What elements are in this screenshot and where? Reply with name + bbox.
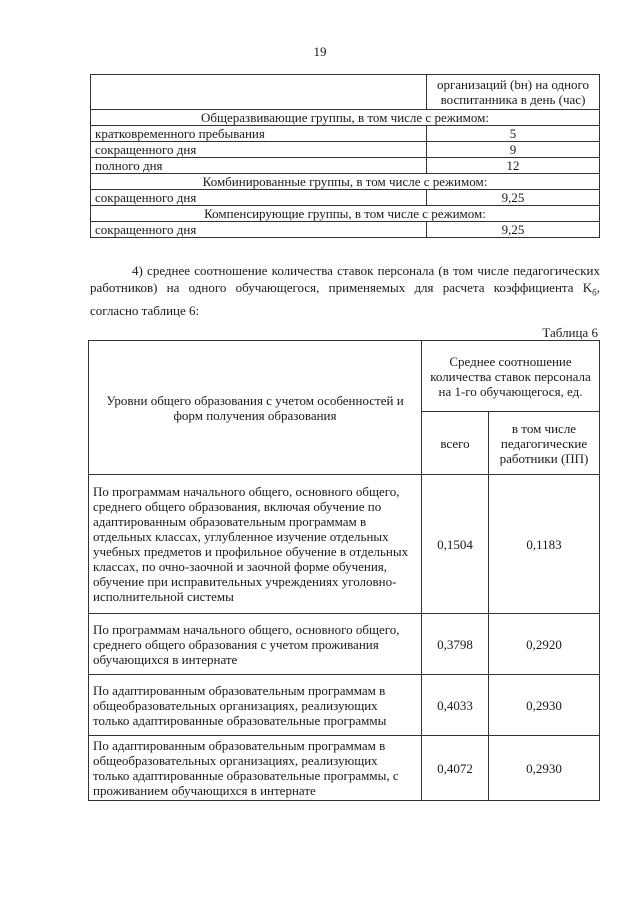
row-level: По адаптированным образовательным программам в общеобразовательных организациях, реализующих только адаптированные образовательные программы, с проживанием обучающихся в интернате (89, 736, 422, 801)
row-value: 9,25 (427, 222, 600, 238)
section-title: Общеразвивающие группы, в том числе с режимом: (91, 110, 600, 126)
section-row (91, 174, 600, 190)
row-value: 9,25 (427, 190, 600, 206)
table-header-row (89, 341, 600, 412)
row-level: По программам начального общего, основного общего, среднего общего образования с учетом проживания обучающихся в интернате (89, 614, 422, 675)
paragraph-text: 4) среднее соотношение количества ставок персонала (в том числе педагогических работников) на одного обучающегося, применяемых для расчета коэффициента K (90, 263, 600, 295)
section-row (91, 206, 600, 222)
row-total: 0,4072 (422, 736, 489, 801)
table-row (89, 475, 600, 614)
norms-table (90, 74, 600, 238)
table-row (91, 158, 600, 174)
table-row (91, 142, 600, 158)
row-pp: 0,2930 (489, 675, 600, 736)
row-level: По программам начального общего, основного общего, среднего общего образования, включая обучение по адаптированным образовательным программам в отдельных классах, углубленное изучение отдельных учебных предметов и профильное обучение в отдельных классах, по очно-заочной и заочной форме обучения, обучение при исправительных учреждениях уголовно-исполнительной системы (89, 475, 422, 614)
row-total: 0,1504 (422, 475, 489, 614)
header-all: всего (422, 412, 489, 475)
table-row (91, 222, 600, 238)
row-value: 5 (427, 126, 600, 142)
row-pp: 0,2930 (489, 736, 600, 801)
table-row (89, 675, 600, 736)
table-row (89, 614, 600, 675)
table-row (91, 75, 600, 110)
row-total: 0,3798 (422, 614, 489, 675)
table-row (89, 736, 600, 801)
section-title: Комбинированные группы, в том числе с режимом: (91, 174, 600, 190)
row-label: сокращенного дня (91, 190, 427, 206)
header-ratio: Среднее соотношение количества ставок персонала на 1-го обучающегося, ед. (422, 341, 600, 412)
row-value: 9 (427, 142, 600, 158)
row-total: 0,4033 (422, 675, 489, 736)
row-pp: 0,1183 (489, 475, 600, 614)
paragraph-subscript: б (592, 287, 597, 298)
table-cell-empty (91, 75, 427, 110)
table-caption: Таблица 6 (542, 325, 598, 340)
header-levels: Уровни общего образования с учетом особенностей и форм получения образования (89, 341, 422, 475)
body-paragraph (90, 262, 600, 319)
table-row (91, 126, 600, 142)
section-row (91, 110, 600, 126)
table-header-cell: организаций (bн) на одного воспитанника в день (час) (427, 75, 600, 110)
row-value: 12 (427, 158, 600, 174)
row-label: сокращенного дня (91, 222, 427, 238)
paragraph-text-end: , согласно таблице 6: (90, 280, 600, 318)
row-label: полного дня (91, 158, 427, 174)
row-pp: 0,2920 (489, 614, 600, 675)
row-level: По адаптированным образовательным программам в общеобразовательных организациях, реализующих только адаптированные образовательные программы (89, 675, 422, 736)
section-title: Компенсирующие группы, в том числе с режимом: (91, 206, 600, 222)
row-label: кратковременного пребывания (91, 126, 427, 142)
header-pp: в том числе педагогические работники (ПП) (489, 412, 600, 475)
table-row (91, 190, 600, 206)
staff-ratio-table (88, 340, 600, 801)
row-label: сокращенного дня (91, 142, 427, 158)
page-number: 19 (313, 44, 327, 59)
